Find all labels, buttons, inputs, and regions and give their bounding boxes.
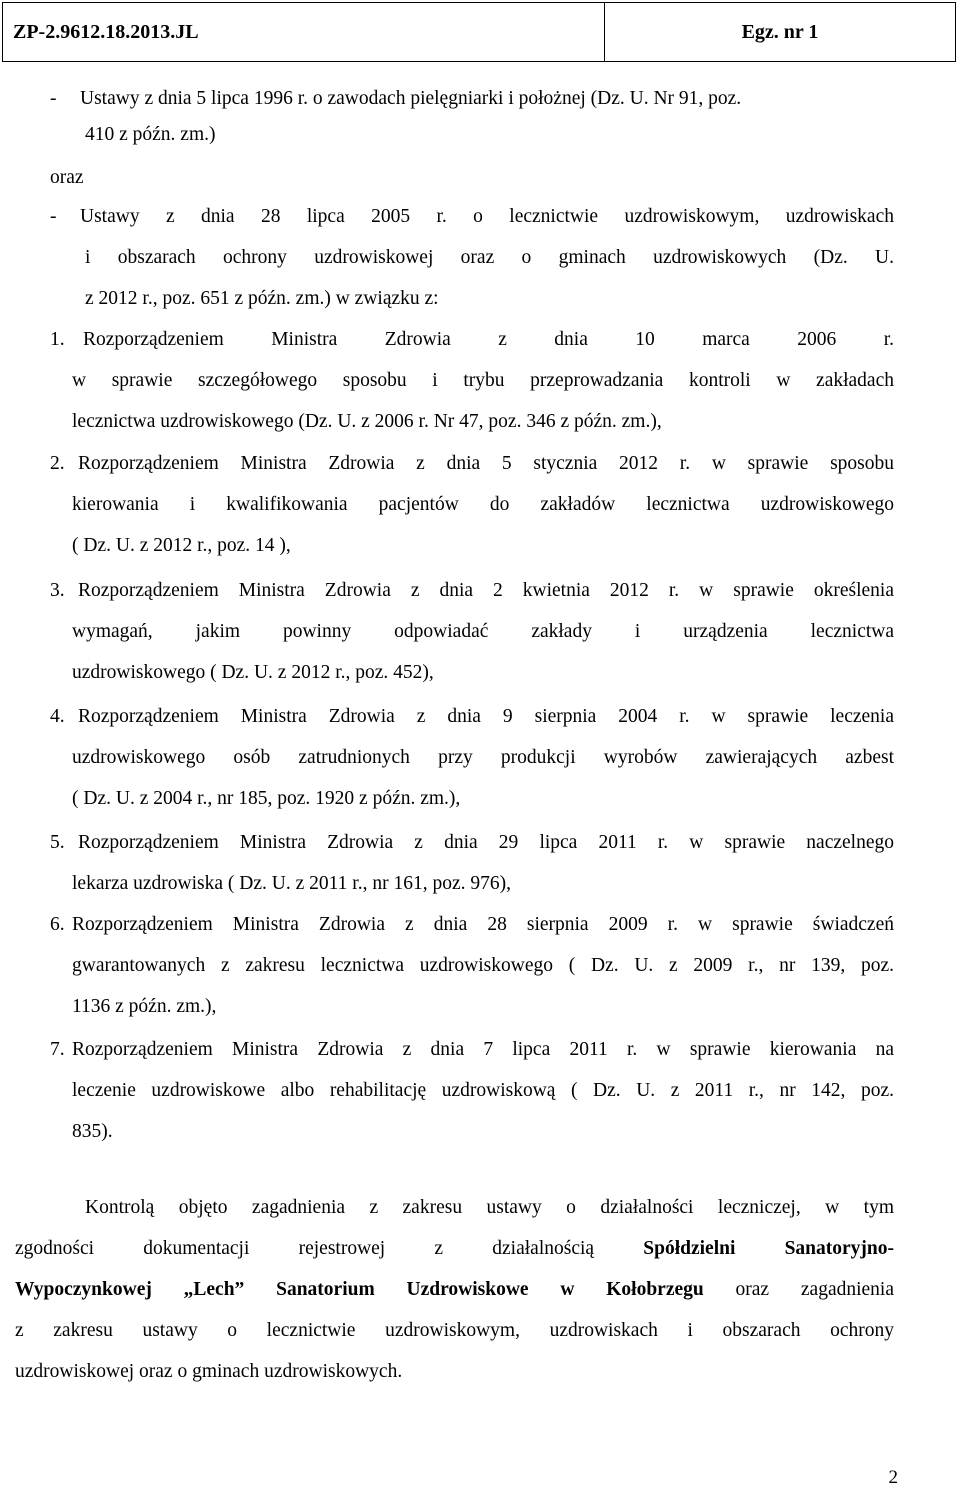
closing-text: oraz zagadnienia	[735, 1279, 894, 1300]
intro-line: Ustawy z dnia 28 lipca 2005 r. o lecznictwie uzdrowiskowym, uzdrowiskach	[80, 206, 894, 227]
copy-number: Egz. nr 1	[741, 20, 819, 43]
document-header	[2, 2, 956, 62]
item-line: Rozporządzeniem Ministra Zdrowia z dnia 29 lipca 2011 r. w sprawie naczelnego	[78, 832, 894, 853]
item-line: gwarantowanych z zakresu lecznictwa uzdrowiskowego ( Dz. U. z 2009 r., nr 139, poz.	[72, 955, 894, 976]
item-number: 5.	[50, 832, 65, 853]
item-line: lecznictwa uzdrowiskowego (Dz. U. z 2006 r. Nr 47, poz. 346 z późn. zm.),	[72, 411, 662, 432]
intro-dash-2: -	[50, 206, 57, 227]
closing-line	[15, 1231, 894, 1267]
item-line: kierowania i kwalifikowania pacjentów do zakładów lecznictwa uzdrowiskowego	[72, 494, 894, 515]
item-line: uzdrowiskowego ( Dz. U. z 2012 r., poz. 452),	[72, 662, 434, 683]
item-number: 7.	[50, 1039, 65, 1060]
item-line: Rozporządzeniem Ministra Zdrowia z dnia 7 lipca 2011 r. w sprawie kierowania na	[72, 1039, 894, 1060]
item-number: 1.	[50, 329, 65, 350]
intro-dash-1: -	[50, 88, 57, 109]
item-line: 835).	[72, 1121, 113, 1142]
intro-conjunction: oraz	[50, 167, 84, 188]
item-line: lekarza uzdrowiska ( Dz. U. z 2011 r., nr 161, poz. 976),	[72, 873, 511, 894]
item-number: 4.	[50, 706, 65, 727]
organization-name: Wypoczynkowej „Lech” Sanatorium Uzdrowiskowe w Kołobrzegu	[15, 1279, 704, 1300]
item-number: 6.	[50, 914, 65, 935]
closing-line	[15, 1272, 894, 1308]
item-number: 3.	[50, 580, 65, 601]
organization-name: Spółdzielni Sanatoryjno-	[643, 1238, 894, 1259]
item-line: uzdrowiskowego osób zatrudnionych przy produkcji wyrobów zawierających azbest	[72, 747, 894, 768]
item-line: Rozporządzeniem Ministra Zdrowia z dnia 2 kwietnia 2012 r. w sprawie określenia	[78, 580, 894, 601]
closing-line: z zakresu ustawy o lecznictwie uzdrowiskowym, uzdrowiskach i obszarach ochrony	[15, 1320, 894, 1341]
intro-line: Ustawy z dnia 5 lipca 1996 r. o zawodach pielęgniarki i położnej (Dz. U. Nr 91, poz.	[80, 88, 742, 109]
item-line: Rozporządzeniem Ministra Zdrowia z dnia 5 stycznia 2012 r. w sprawie sposobu	[78, 453, 894, 474]
item-line: Rozporządzeniem Ministra Zdrowia z dnia 28 sierpnia 2009 r. w sprawie świadczeń	[72, 914, 894, 935]
item-line: wymagań, jakim powinny odpowiadać zakłady i urządzenia lecznictwa	[72, 621, 894, 642]
closing-text: zgodności dokumentacji rejestrowej z działalnością	[15, 1238, 595, 1259]
closing-line: uzdrowiskowej oraz o gminach uzdrowiskowych.	[15, 1361, 403, 1382]
item-number: 2.	[50, 453, 65, 474]
case-reference: ZP-2.9612.18.2013.JL	[3, 3, 605, 61]
item-line: ( Dz. U. z 2012 r., poz. 14 ),	[72, 535, 291, 556]
item-line: ( Dz. U. z 2004 r., nr 185, poz. 1920 z późn. zm.),	[72, 788, 461, 809]
item-line: Rozporządzeniem Ministra Zdrowia z dnia 10 marca 2006 r.	[83, 329, 894, 350]
item-line: 1136 z późn. zm.),	[72, 996, 217, 1017]
intro-line: 410 z późn. zm.)	[85, 124, 216, 145]
intro-line: z 2012 r., poz. 651 z późn. zm.) w związku z:	[85, 288, 439, 309]
item-line: leczenie uzdrowiskowe albo rehabilitację uzdrowiskową ( Dz. U. z 2011 r., nr 142, poz.	[72, 1080, 894, 1101]
closing-line: Kontrolą objęto zagadnienia z zakresu ustawy o działalności leczniczej, w tym	[85, 1197, 894, 1218]
intro-line: i obszarach ochrony uzdrowiskowej oraz o gminach uzdrowiskowych (Dz. U.	[85, 247, 894, 268]
item-line: w sprawie szczegółowego sposobu i trybu przeprowadzania kontroli w zakładach	[72, 370, 894, 391]
page-number: 2	[888, 1467, 898, 1488]
item-line: Rozporządzeniem Ministra Zdrowia z dnia 9 sierpnia 2004 r. w sprawie leczenia	[78, 706, 894, 727]
